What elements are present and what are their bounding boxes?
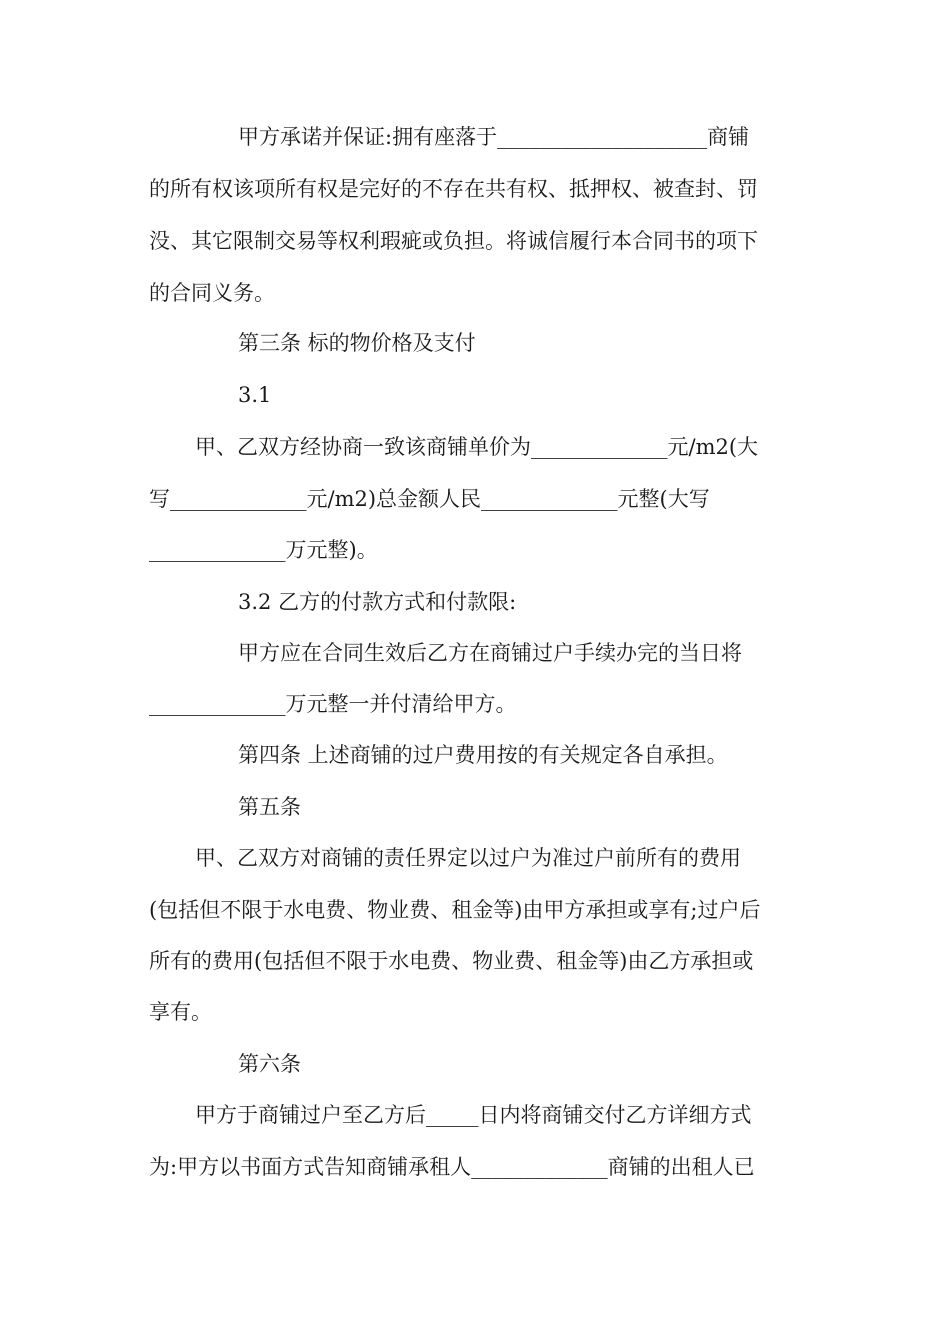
- paragraph-line: 享有。: [149, 1000, 212, 1024]
- paragraph-line: 甲方承诺并保证:拥有座落于____________________商铺: [238, 125, 750, 149]
- section-heading: 第五条: [238, 795, 301, 819]
- paragraph-line: 甲、乙双方经协商一致该商铺单价为_____________元/m2(大: [195, 435, 759, 459]
- paragraph-line: 所有的费用(包括但不限于水电费、物业费、租金等)由乙方承担或: [149, 949, 754, 973]
- paragraph-line: 甲方于商铺过户至乙方后_____日内将商铺交付乙方详细方式: [195, 1103, 752, 1127]
- paragraph-line: 为:甲方以书面方式告知商铺承租人_____________商铺的出租人已: [149, 1155, 755, 1179]
- paragraph-line: 的合同义务。: [149, 281, 275, 305]
- section-heading: 第六条: [238, 1052, 301, 1076]
- clause-heading: 3.2 乙方的付款方式和付款限:: [238, 590, 517, 614]
- clause-number: 3.1: [238, 383, 272, 407]
- paragraph-line: (包括但不限于水电费、物业费、租金等)由甲方承担或享有;过户后: [149, 898, 761, 922]
- paragraph-line: 写_____________元/m2)总金额人民_____________元整(大写: [149, 487, 710, 511]
- paragraph-line: 的所有权该项所有权是完好的不存在共有权、抵押权、被查封、罚: [149, 177, 758, 201]
- section-heading: 第四条 上述商铺的过户费用按的有关规定各自承担。: [238, 743, 728, 767]
- paragraph-line: 甲方应在合同生效后乙方在商铺过户手续办完的当日将: [238, 641, 742, 665]
- section-heading: 第三条 标的物价格及支付: [238, 331, 476, 355]
- paragraph-line: 甲、乙双方对商铺的责任界定以过户为准过户前所有的费用: [195, 846, 741, 870]
- paragraph-line: 没、其它限制交易等权利瑕疵或负担。将诚信履行本合同书的项下: [149, 229, 758, 253]
- paragraph-line: _____________万元整)。: [149, 538, 378, 562]
- paragraph-line: _____________万元整一并付清给甲方。: [149, 692, 517, 716]
